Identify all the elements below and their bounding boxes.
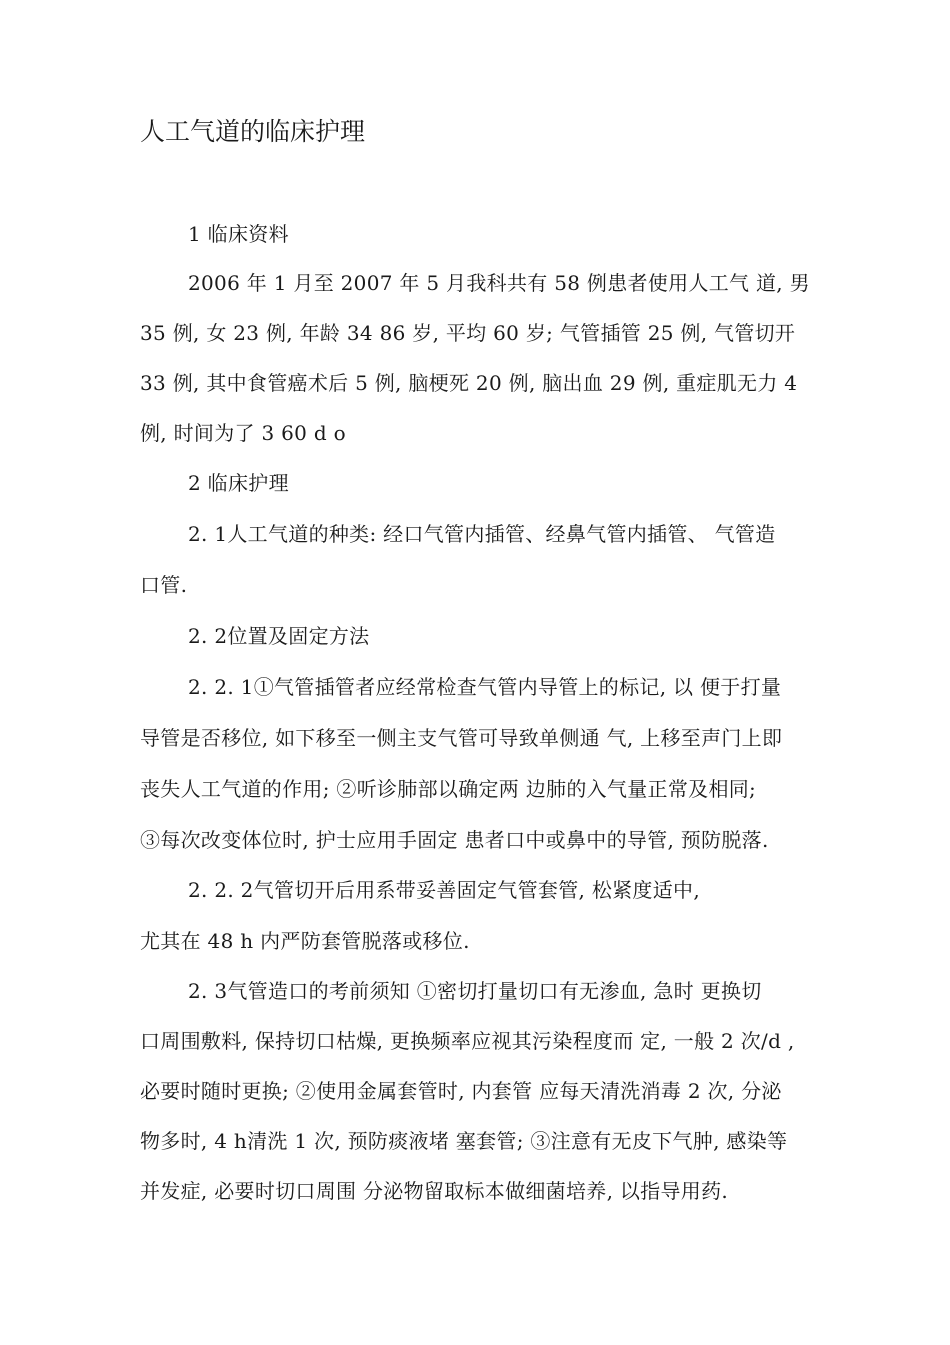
- paragraph-line: 33 例, 其中食管癌术后 5 例, 脑梗死 20 例, 脑出血 29 例, 重症肌无力 4: [140, 371, 798, 395]
- paragraph-line: 物多时, 4 h清洗 1 次, 预防痰液堵 塞套管; ③注意有无皮下气肿, 感染等: [140, 1129, 788, 1153]
- subsection-heading: 2. 2位置及固定方法: [188, 624, 370, 648]
- paragraph-line: 导管是否移位, 如下移至一侧主支气管可导致单侧通 气, 上移至声门上即: [140, 726, 783, 750]
- paragraph-line: 2. 3气管造口的考前须知 ①密切打量切口有无渗血, 急时 更换切: [188, 979, 762, 1003]
- document-title: 人工气道的临床护理: [140, 117, 366, 146]
- paragraph-line: 2. 2. 2气管切开后用系带妥善固定气管套管, 松紧度适中,: [188, 878, 700, 902]
- paragraph-line: 例, 时间为了 3 60 d o: [140, 421, 346, 445]
- paragraph-line: 尤其在 48 h 内严防套管脱落或移位.: [140, 929, 470, 953]
- paragraph-line: 并发症, 必要时切口周围 分泌物留取标本做细菌培养, 以指导用药.: [140, 1179, 729, 1203]
- paragraph-line: 2. 1人工气道的种类: 经口气管内插管、经鼻气管内插管、 气管造: [188, 522, 776, 546]
- paragraph-line: 35 例, 女 23 例, 年龄 34 86 岁, 平均 60 岁; 气管插管 25 例, 气管切开: [140, 321, 796, 345]
- paragraph-line: 2. 2. 1①气管插管者应经常检查气管内导管上的标记, 以 便于打量: [188, 675, 782, 699]
- paragraph-line: 2006 年 1 月至 2007 年 5 月我科共有 58 例患者使用人工气 道, 男: [188, 271, 810, 295]
- paragraph-line: 口管.: [140, 573, 188, 597]
- paragraph-line: 必要时随时更换; ②使用金属套管时, 内套管 应每天清洗消毒 2 次, 分泌: [140, 1079, 782, 1103]
- section-heading: 1 临床资料: [188, 222, 289, 246]
- paragraph-line: 口周围敷料, 保持切口枯燥, 更换频率应视其污染程度而 定, 一般 2 次/d ,: [140, 1029, 795, 1053]
- section-heading: 2 临床护理: [188, 471, 289, 495]
- paragraph-line: 丧失人工气道的作用; ②听诊肺部以确定两 边肺的入气量正常及相同;: [140, 777, 757, 801]
- paragraph-line: ③每次改变体位时, 护士应用手固定 患者口中或鼻中的导管, 预防脱落.: [140, 828, 769, 852]
